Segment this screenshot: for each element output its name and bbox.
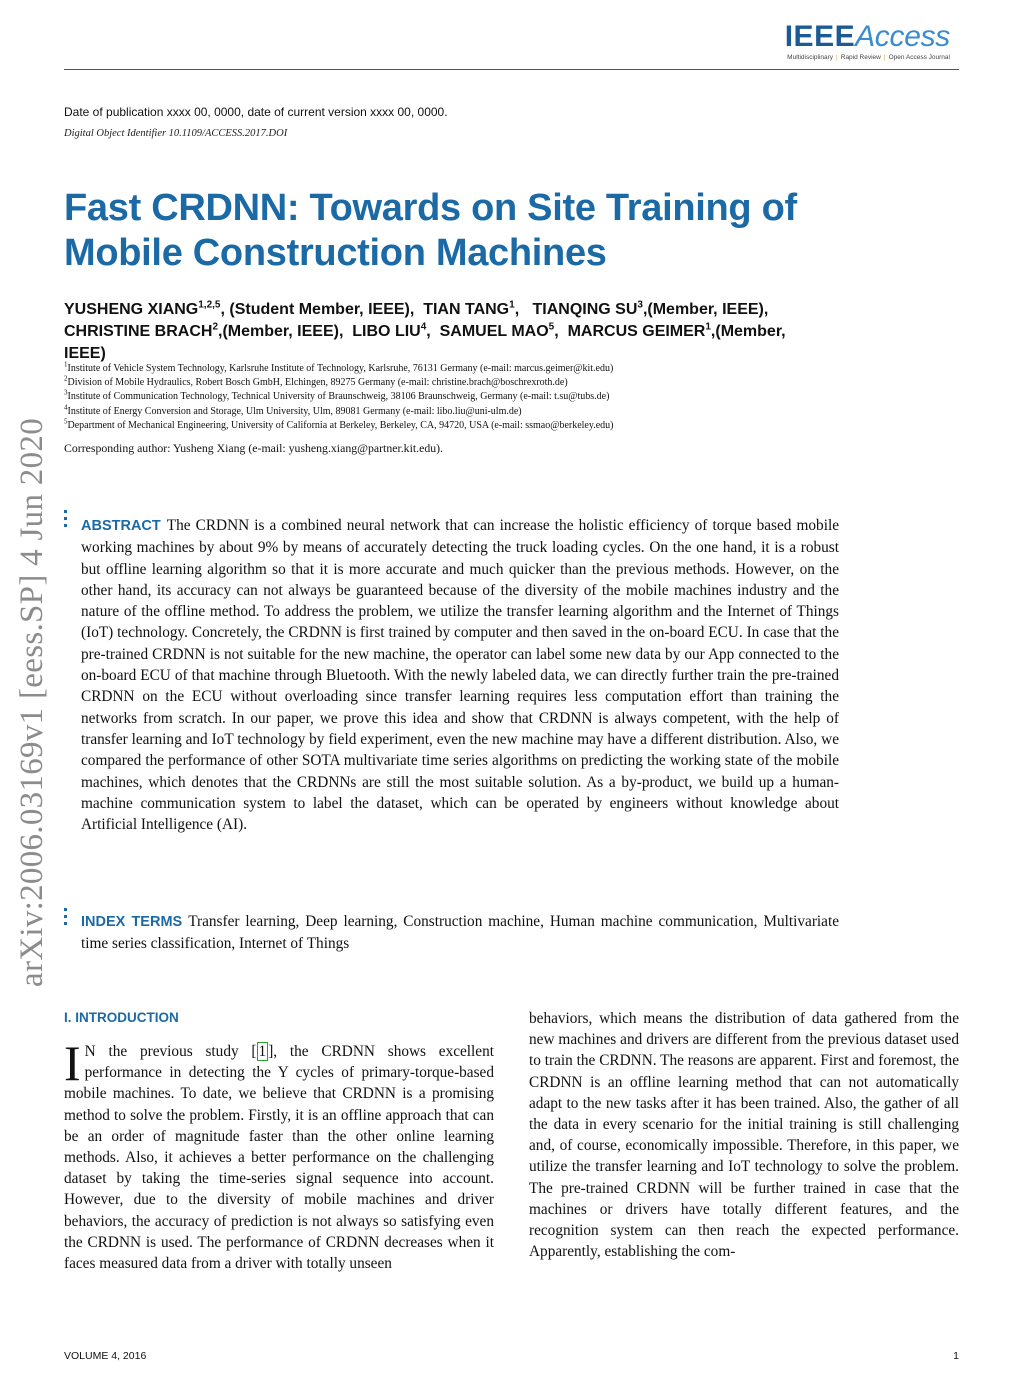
abstract — [81, 515, 839, 835]
drop-cap: I — [64, 1035, 81, 1091]
author-note: ,(Member, IEEE), — [642, 301, 769, 318]
logo-tag-separator: | — [836, 54, 838, 61]
paper-title — [64, 186, 904, 276]
author-note: , — [554, 323, 559, 340]
author-name: MARCUS GEIMER — [567, 323, 706, 340]
affiliation-item — [64, 390, 764, 404]
intro-text-b: ], the CRDNN shows excellent performance in detecting the Y cycles of primary-torque-based mobile machines. To date, we believe that CRDNN is a promising method to solve the problem. Firstly, it is an offline approach that can be an order of magnitude faster than the other online learning methods. Also, it achieves a better performance on the challenging dataset by taking the time-series signal sequence into account. However, due to the diversity of mobile machines and driver behaviors, the accuracy of prediction is not always so satisfying even the CRDNN is used. The performance of CRDNN decreases when it faces measured data from a driver with totally unseen — [64, 1043, 494, 1273]
affiliation-num: 5 — [64, 417, 68, 426]
author-name: TIANQING SU — [532, 301, 638, 318]
abstract-marker-icon — [64, 510, 70, 531]
author-affil-sup: 1,2,5 — [198, 299, 221, 311]
author-list — [64, 299, 804, 365]
footer-page-number: 1 — [953, 1350, 959, 1362]
author-affil-sup: 4 — [420, 321, 427, 333]
affiliation-text: Division of Mobile Hydraulics, Robert Bosch GmbH, Elchingen, 89275 Germany (e-mail: christine.brach@boschrexroth.de) — [67, 377, 568, 389]
abstract-label: ABSTRACT — [81, 518, 161, 534]
abstract-text: The CRDNN is a combined neural network that can increase the holistic efficiency of torque based mobile working machines by about 9% by means of accurately detecting the truck loading cycles. On the one hand, it is a robust but offline learning algorithm so that it is more accurate and much quicker than the previous methods. However, on the other hand, its accuracy can not always be guaranteed because of the diversity of the mobile machines industry and the nature of the offline method. To address the problem, we utilize the transfer learning algorithm and the Internet of Things (IoT) technology. Concretely, the CRDNN is first trained by computer and then saved in the on-board ECU. In case that the pre-trained CRDNN is not suitable for the new machine, the operator can label some new data by our App connected to the on-board ECU of that machine through Bluetooth. With the newly labeled data, we can directly further train the pre-trained CRDNN on the ECU without overloading since transfer learning requires less computation effort than training the networks from scratch. In our paper, we prove this idea and show that CRDNN is always competent, with the help of transfer learning and IoT technology by field experiment, even the new machine may have a different distribution. Also, we compared the performance of other SOTA multivariate time series algorithms on predicting the working state of the mobile machines, which denotes that the CRDNNs are still the most suitable solution. As a by-product, we build up a human-machine communication system to label the dataset, which can be operated by engineers without knowledge about Artificial Intelligence (AI). — [81, 517, 839, 834]
logo-access-text: Access — [855, 20, 950, 53]
author-affil-sup: 5 — [548, 321, 555, 333]
section-heading-introduction: I. INTRODUCTION — [64, 1010, 179, 1025]
author-note: , — [514, 301, 520, 318]
logo-tag-multidisciplinary: Multidisciplinary — [787, 54, 834, 61]
affiliation-num: 2 — [64, 374, 68, 383]
affiliation-num: 1 — [64, 360, 68, 369]
affiliation-item — [64, 376, 764, 390]
header-divider — [64, 69, 959, 70]
logo-ieee-text: IEEE — [784, 20, 856, 53]
author-note: , — [426, 323, 431, 340]
affiliation-item — [64, 419, 764, 433]
affiliation-num: 3 — [64, 389, 68, 398]
intro-text-a: N the previous study [ — [84, 1043, 257, 1060]
affiliation-text: Institute of Communication Technology, Technical University of Braunschweig, 38106 Braunschweig, Germany (e-mail: t.su@tubs.de) — [67, 391, 610, 403]
author-name: SAMUEL MAO — [439, 323, 549, 340]
author-name: CHRISTINE BRACH — [64, 323, 213, 340]
index-terms-label: INDEX TERMS — [81, 914, 183, 930]
affiliation-text: Institute of Energy Conversion and Storage, Ulm University, Ulm, 89081 Germany (e-mail: libo.liu@uni-ulm.de) — [67, 405, 522, 417]
affiliation-text: Department of Mechanical Engineering, University of California at Berkeley, Berkeley, CA, 94720, USA (e-mail: ssmao@berkeley.edu) — [67, 419, 614, 431]
affiliation-item — [64, 405, 764, 419]
doi-line: Digital Object Identifier 10.1109/ACCESS.2017.DOI — [64, 128, 288, 139]
index-terms — [81, 911, 839, 955]
author-name: TIAN TANG — [423, 301, 510, 318]
author-affil-sup: 1 — [509, 299, 515, 311]
arxiv-stamp: arXiv:2006.03169v1 [eess.SP] 4 Jun 2020 — [14, 417, 50, 987]
citation-link[interactable]: 1 — [258, 1043, 267, 1060]
corresponding-author: Corresponding author: Yusheng Xiang (e-mail: yusheng.xiang@partner.kit.edu). — [64, 441, 443, 455]
author-note: ,(Member, IEEE) — [64, 323, 786, 362]
publication-date: Date of publication xxxx 00, 0000, date of current version xxxx 00, 0000. — [64, 105, 448, 119]
logo-tag-open-access: Open Access Journal — [888, 54, 950, 61]
footer-volume: VOLUME 4, 2016 — [64, 1350, 147, 1362]
paper-title-line-2: Mobile Construction Machines — [64, 232, 607, 274]
affiliation-text: Institute of Vehicle System Technology, Karlsruhe Institute of Technology, Karlsruhe, 76131 Germany (e-mail: marcus.geimer@kit.edu) — [67, 363, 614, 374]
author-name: LIBO LIU — [352, 323, 421, 340]
affiliation-num: 4 — [64, 403, 68, 412]
logo-tag-rapid-review: Rapid Review — [840, 54, 881, 61]
logo-tagline — [785, 54, 950, 61]
author-name: YUSHENG XIANG — [64, 301, 199, 318]
journal-logo — [785, 22, 950, 61]
author-affil-sup: 2 — [212, 321, 219, 333]
author-affil-sup: 1 — [705, 321, 711, 333]
paper-title-line-1: Fast CRDNN: Towards on Site Training of — [64, 187, 797, 229]
affiliation-list — [64, 362, 764, 433]
author-note: , (Student Member, IEEE), — [220, 301, 415, 318]
body-column-right: behaviors, which means the distribution of data gathered from the new machines and drivers are different from the previous dataset used to train the CRDNN. The reasons are apparent. First and foremost, the CRDNN is an offline learning method that can not automatically adapt to the new tasks after it has been trained. Also, the gather of all the data in every scenario for the initial training is still challenging and, of course, economically impossible. Therefore, in this paper, we utilize the transfer learning and IoT technology to solve the problem. The pre-trained CRDNN will be further trained in case that the machines or drivers have totally different features, and the recognition system can then reach the expected performance. Apparently, establishing the com- — [529, 1010, 959, 1261]
logo-tag-separator: | — [883, 54, 886, 61]
affiliation-item — [64, 362, 764, 376]
author-affil-sup: 3 — [637, 299, 643, 311]
index-terms-marker-icon — [64, 908, 70, 929]
body-column-left — [64, 1035, 494, 1274]
index-terms-text: Transfer learning, Deep learning, Construction machine, Human machine communication, Multivariate time series classification, Internet of Things — [81, 913, 840, 953]
author-note: ,(Member, IEEE), — [218, 323, 344, 340]
